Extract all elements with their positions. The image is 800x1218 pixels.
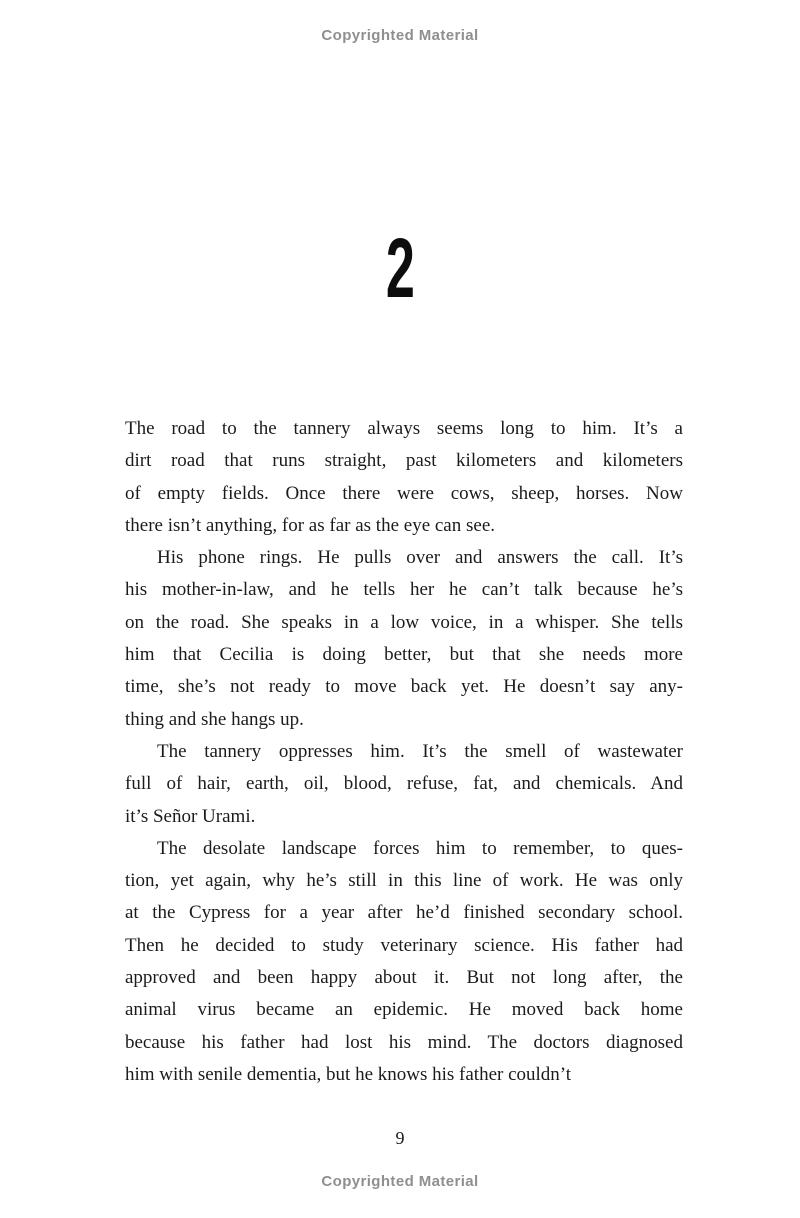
chapter-number: 2 xyxy=(385,221,415,315)
paragraph xyxy=(125,736,683,833)
paragraph xyxy=(125,833,683,1091)
text-line: The road to the tannery always seems long to him. It’s a xyxy=(125,418,683,439)
text-line: of empty fields. Once there were cows, sheep, horses. Now xyxy=(125,482,683,504)
paragraph xyxy=(125,413,683,542)
text-line: The tannery oppresses him. It’s the smell of wastewater xyxy=(157,740,683,762)
text-line: his mother-in-law, and he tells her he can’t talk because he’s xyxy=(125,579,683,601)
text-line: on the road. She speaks in a low voice, in a whisper. She tells xyxy=(125,611,683,633)
text-line: there isn’t anything, for as far as the eye can see. xyxy=(125,514,495,536)
text-line: animal virus became an epidemic. He moved back home xyxy=(125,999,683,1021)
text-line: Then he decided to study veterinary science. His father had xyxy=(125,934,683,956)
text-line: His phone rings. He pulls over and answers the call. It’s xyxy=(157,547,683,569)
text-line: because his father had lost his mind. The doctors diagnosed xyxy=(125,1031,683,1053)
text-line: time, she’s not ready to move back yet. He doesn’t say any- xyxy=(125,676,683,698)
text-line: thing and she hangs up. xyxy=(125,708,304,730)
text-line: full of hair, earth, oil, blood, refuse, fat, and chemicals. And xyxy=(125,773,683,795)
text-line: it’s Señor Urami. xyxy=(125,805,256,827)
copyright-notice-top: Copyrighted Material xyxy=(321,27,479,44)
text-line: at the Cypress for a year after he’d finished secondary school. xyxy=(125,902,683,924)
text-line: him with senile dementia, but he knows his father couldn’t xyxy=(125,1063,572,1085)
body-text xyxy=(125,413,683,1091)
text-line: approved and been happy about it. But not long after, the xyxy=(125,967,683,989)
text-line: dirt road that runs straight, past kilometers and kilometers xyxy=(125,450,683,472)
paragraph xyxy=(125,542,683,736)
text-line: The desolate landscape forces him to remember, to ques- xyxy=(157,837,683,859)
page-number: 9 xyxy=(395,1128,405,1148)
chapter-heading xyxy=(0,221,800,315)
text-line: tion, yet again, why he’s still in this line of work. He was only xyxy=(125,870,683,892)
text-line: him that Cecilia is doing better, but that she needs more xyxy=(125,644,683,666)
copyright-notice-bottom: Copyrighted Material xyxy=(321,1173,479,1190)
